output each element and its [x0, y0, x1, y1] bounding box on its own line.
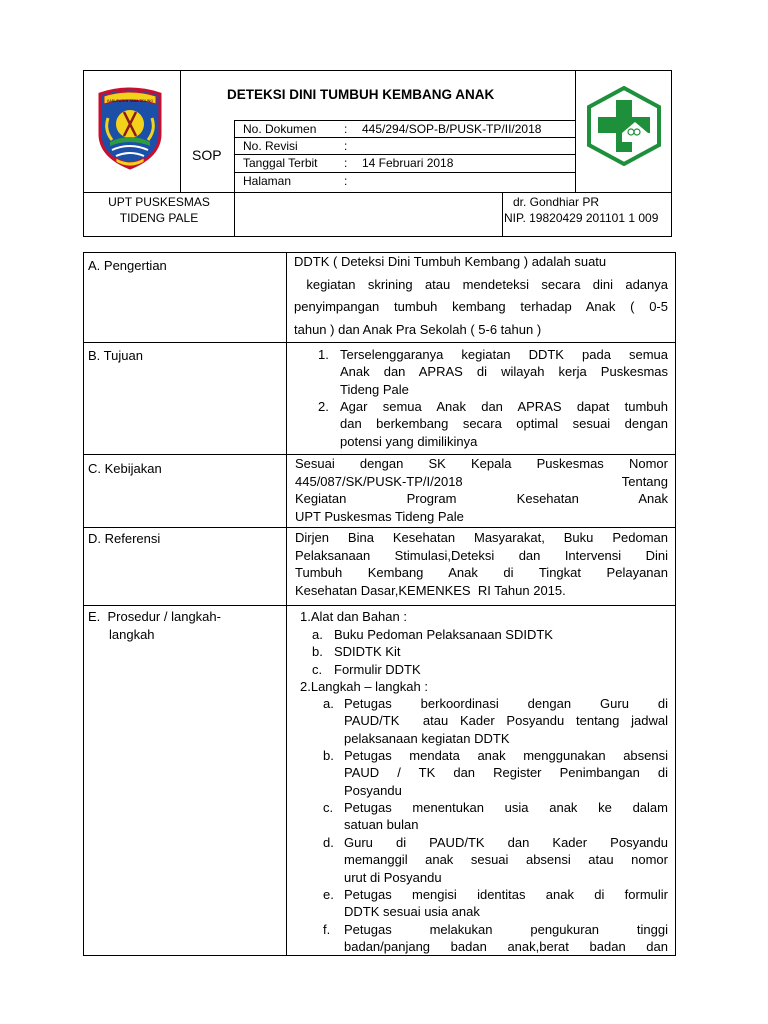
step2-title: 2.Langkah – langkah : — [300, 679, 428, 694]
section-c-text — [295, 455, 668, 525]
org-line-2: TIDENG PALE — [119, 211, 199, 225]
text-line: UPT Puskesmas Tideng Pale — [295, 508, 464, 524]
item-number: f. — [323, 922, 331, 937]
text-line: urut di Posyandu — [344, 869, 442, 885]
section-a-label: A. Pengertian — [88, 258, 167, 273]
item-number: b. — [323, 748, 334, 763]
text-line: Petugas berkoordinasi dengan Guru di — [344, 696, 668, 711]
text-line: PAUD / TK dan Register Penimbangan di — [344, 765, 668, 781]
text-line: DDTK sesuai usia anak — [344, 904, 480, 920]
emblem-banner-text: KABUPATEN TANA TIDUNG — [107, 99, 153, 103]
meta-sep: : — [344, 156, 348, 170]
list-item — [312, 643, 401, 660]
text-line: Posyandu — [344, 782, 402, 798]
text-line: memanggil anak sesuai absensi atau nomor — [344, 852, 668, 868]
section-d-text — [295, 529, 668, 599]
item-number: d. — [323, 835, 334, 850]
item-number: a. — [323, 696, 334, 711]
text-line: Tumbuh Kembang Anak di Tingkat Pelayanan — [295, 565, 668, 580]
text-line: pelaksanaan kegiatan DDTK — [344, 730, 510, 746]
item-number: b. — [312, 644, 323, 659]
text-line: Petugas melakukan pengukuran tinggi — [344, 922, 668, 937]
signer-nip: NIP. 19820429 201101 1 009 — [504, 211, 659, 225]
text-line: Guru di PAUD/TK dan Kader Posyandu — [344, 835, 668, 850]
section-d-label: D. Referensi — [88, 531, 161, 546]
item-number: c. — [323, 800, 334, 815]
org-line-1: UPT PUSKESMAS — [108, 195, 210, 209]
list-item — [318, 346, 668, 400]
text-line: Kegiatan Program Kesehatan Anak — [295, 491, 668, 506]
meta-label-revision: No. Revisi — [243, 139, 298, 153]
text-line: Petugas mendata anak menggunakan absensi — [344, 748, 668, 763]
text-line: Petugas menentukan usia anak ke dalam — [344, 800, 668, 815]
text-line: 445/087/SK/PUSK-TP/I/2018 Tentang — [295, 473, 668, 489]
text-line: tahun ) dan Anak Pra Sekolah ( 5-6 tahun ) — [294, 321, 542, 337]
item-text: SDIDTK Kit — [334, 644, 401, 659]
list-item — [312, 661, 421, 678]
meta-label-document: No. Dokumen — [243, 122, 317, 136]
step1-title: 1.Alat dan Bahan : — [300, 609, 407, 624]
regency-emblem-icon — [90, 82, 170, 170]
signer — [503, 194, 671, 226]
text-line: Petugas mengisi identitas anak di formulir — [344, 887, 668, 902]
text-line: DDTK ( Deteksi Dini Tumbuh Kembang ) adalah suatu — [294, 254, 607, 269]
item-number: 2. — [318, 399, 329, 414]
text-line: dan berkembang secara optimal sesuai dengan — [340, 416, 668, 432]
text-line: Tideng Pale — [340, 381, 409, 397]
sop-label: SOP — [192, 147, 222, 163]
meta-value-document: 445/294/SOP-B/PUSK-TP/II/2018 — [362, 122, 542, 136]
text-line: Terselenggaranya kegiatan DDTK pada semua — [340, 347, 668, 362]
meta-sep: : — [344, 139, 348, 153]
meta-label-page: Halaman — [243, 174, 292, 188]
item-number: 1. — [318, 347, 329, 362]
meta-sep: : — [344, 122, 348, 136]
item-text: Formulir DDTK — [334, 662, 421, 677]
text-line: kegiatan skrining atau mendeteksi secara dini adanya — [294, 276, 668, 292]
org-name — [84, 194, 234, 226]
text-line: satuan bulan — [344, 817, 419, 833]
section-e-label — [88, 608, 221, 643]
text-line: penyimpangan tumbuh kembang terhadap Anak ( 0-5 — [294, 299, 668, 314]
text-line: Anak dan APRAS di wilayah kerja Puskesmas — [340, 364, 668, 380]
item-number: c. — [312, 662, 323, 677]
meta-label-date: Tanggal Terbit — [243, 156, 318, 170]
section-b-label: B. Tujuan — [88, 348, 143, 363]
text-line: badan/panjang badan anak,berat badan dan — [344, 939, 668, 955]
text-line: Dirjen Bina Kesehatan Masyarakat, Buku Pedoman — [295, 530, 668, 545]
item-text: Buku Pedoman Pelaksanaan SDIDTK — [334, 627, 553, 642]
section-a-text — [294, 251, 668, 341]
meta-value-date: 14 Februari 2018 — [362, 156, 454, 170]
meta-sep: : — [344, 174, 348, 188]
text-line: potensi yang dimilikinya — [340, 433, 478, 449]
text-line: Agar semua Anak dan APRAS dapat tumbuh — [340, 399, 668, 414]
page-title: DETEKSI DINI TUMBUH KEMBANG ANAK — [227, 87, 495, 102]
puskesmas-cross-icon — [585, 86, 663, 166]
item-number: e. — [323, 887, 334, 902]
text-line: Sesuai dengan SK Kepala Puskesmas Nomor — [295, 456, 668, 471]
signer-name: dr. Gondhiar PR — [513, 195, 600, 209]
label-line: langkah — [109, 626, 155, 642]
text-line: Pelaksanaan Stimulasi,Deteksi dan Intervensi Dini — [295, 547, 668, 563]
list-item — [318, 398, 668, 452]
label-line: E. Prosedur / langkah- — [88, 609, 221, 624]
list-item — [312, 626, 553, 643]
text-line: Kesehatan Dasar,KEMENKES RI Tahun 2015. — [295, 582, 566, 598]
item-number: a. — [312, 627, 323, 642]
section-c-label: C. Kebijakan — [88, 461, 162, 476]
text-line: PAUD/TK atau Kader Posyandu tentang jadwal — [344, 713, 668, 729]
